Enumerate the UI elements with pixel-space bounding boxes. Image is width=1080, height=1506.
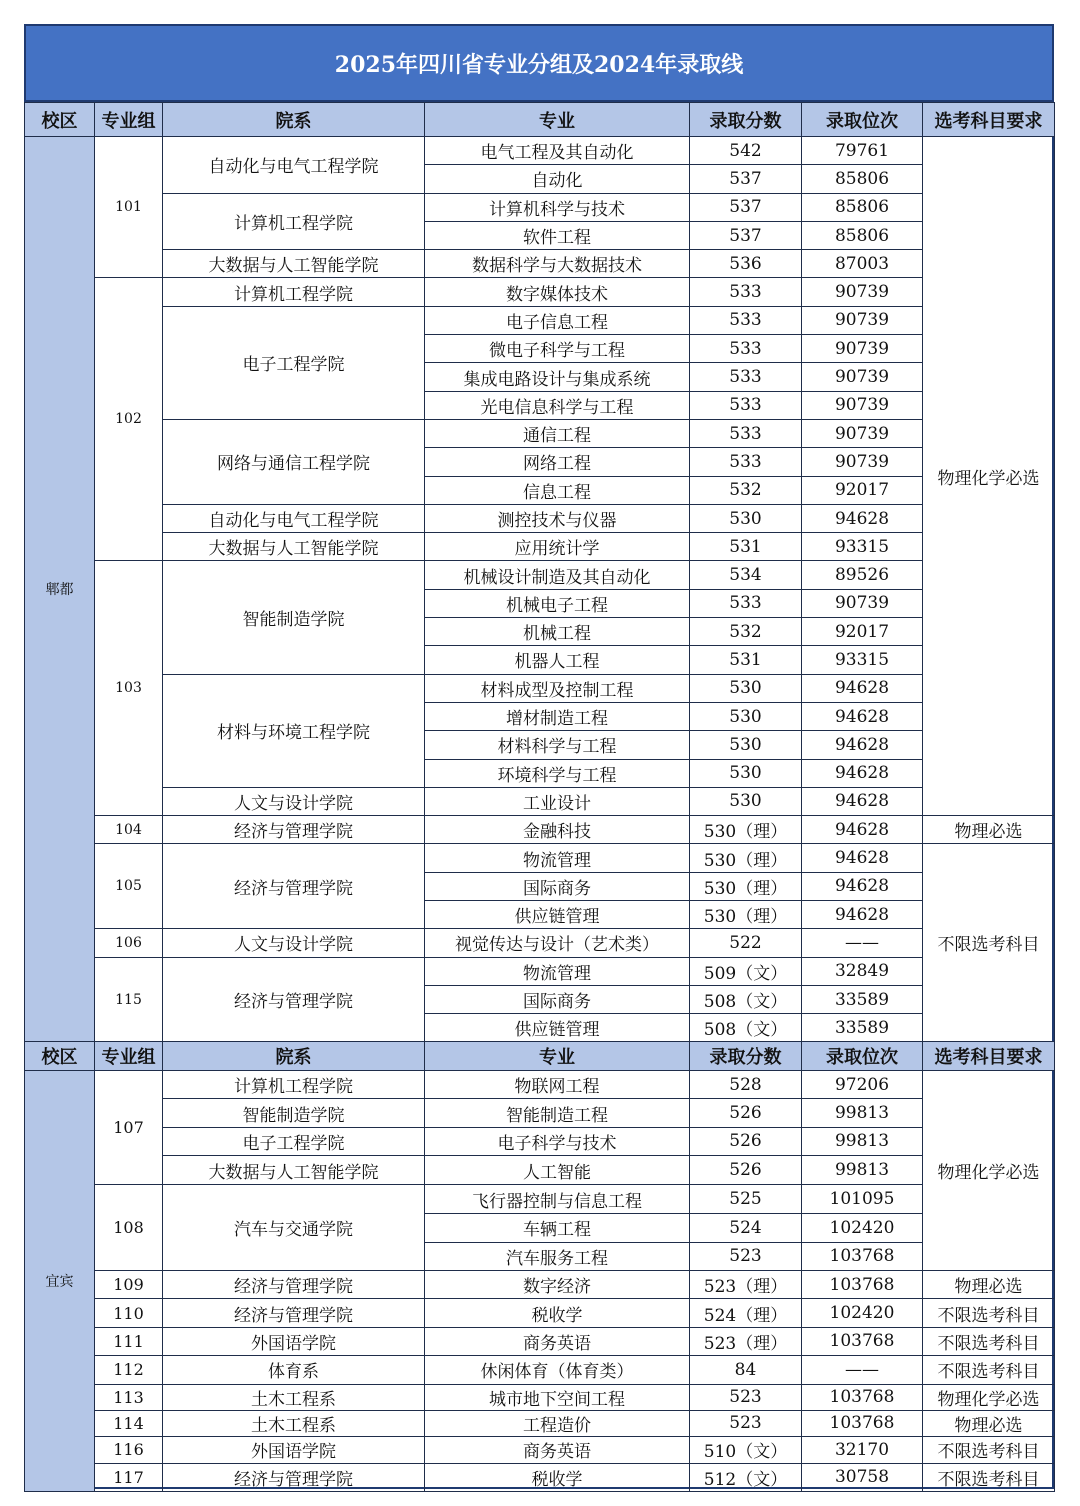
campus-cell: 郫都 bbox=[25, 137, 95, 1043]
score-cell: 532 bbox=[690, 618, 802, 646]
table-row bbox=[25, 419, 1055, 447]
table-row bbox=[25, 844, 1055, 872]
group-cell: 108 bbox=[95, 1185, 163, 1271]
college-cell: 外国语学院 bbox=[163, 1327, 425, 1355]
rank-cell: 90739 bbox=[802, 589, 923, 617]
rank-cell: 94628 bbox=[802, 731, 923, 759]
rank-cell: 102420 bbox=[802, 1214, 923, 1242]
requirement-cell: 物理化学必选 bbox=[923, 137, 1055, 816]
rank-cell: 103768 bbox=[802, 1327, 923, 1355]
group-cell: 109 bbox=[95, 1270, 163, 1298]
major-cell: 自动化 bbox=[425, 165, 690, 193]
rank-cell: 99813 bbox=[802, 1156, 923, 1185]
table-row bbox=[25, 1185, 1055, 1214]
major-cell: 电子信息工程 bbox=[425, 306, 690, 334]
rank-cell: 30758 bbox=[802, 1463, 923, 1491]
group-cell: 114 bbox=[95, 1410, 163, 1436]
major-cell: 软件工程 bbox=[425, 221, 690, 249]
rank-cell: 93315 bbox=[802, 533, 923, 561]
group-cell: 113 bbox=[95, 1384, 163, 1410]
major-cell: 微电子科学与工程 bbox=[425, 335, 690, 363]
rank-cell: 103768 bbox=[802, 1242, 923, 1270]
group-cell: 104 bbox=[95, 816, 163, 844]
major-cell: 物联网工程 bbox=[425, 1071, 690, 1099]
college-cell: 人文与设计学院 bbox=[163, 929, 425, 957]
score-cell: 510（文） bbox=[690, 1436, 802, 1463]
rank-cell: 90739 bbox=[802, 278, 923, 306]
college-cell: 计算机工程学院 bbox=[163, 1071, 425, 1099]
table-row bbox=[25, 929, 1055, 957]
score-cell: 530 bbox=[690, 731, 802, 759]
table-row bbox=[25, 278, 1055, 306]
major-cell: 商务英语 bbox=[425, 1436, 690, 1463]
rank-cell: 94628 bbox=[802, 816, 923, 844]
table-row bbox=[25, 1327, 1055, 1355]
header-rank: 录取位次 bbox=[802, 1042, 923, 1071]
table-row bbox=[25, 533, 1055, 561]
major-cell: 税收学 bbox=[425, 1463, 690, 1491]
college-cell: 土木工程系 bbox=[163, 1384, 425, 1410]
table-row bbox=[25, 250, 1055, 278]
major-cell: 网络工程 bbox=[425, 448, 690, 476]
table-row bbox=[25, 1127, 1055, 1155]
rank-cell: 94628 bbox=[802, 901, 923, 929]
score-cell: 530 bbox=[690, 674, 802, 702]
requirement-cell: 不限选考科目 bbox=[923, 1299, 1055, 1327]
table-row bbox=[25, 193, 1055, 221]
major-cell: 通信工程 bbox=[425, 419, 690, 447]
major-cell: 国际商务 bbox=[425, 985, 690, 1013]
rank-cell: 94628 bbox=[802, 702, 923, 730]
header-score: 录取分数 bbox=[690, 1042, 802, 1071]
table-row bbox=[25, 1384, 1055, 1410]
major-cell: 信息工程 bbox=[425, 476, 690, 504]
table-row bbox=[25, 1099, 1055, 1127]
major-cell: 视觉传达与设计（艺术类） bbox=[425, 929, 690, 957]
college-cell: 经济与管理学院 bbox=[163, 1463, 425, 1491]
table-row bbox=[25, 1071, 1055, 1099]
college-cell: 土木工程系 bbox=[163, 1410, 425, 1436]
college-cell: 经济与管理学院 bbox=[163, 1299, 425, 1327]
major-cell: 物流管理 bbox=[425, 957, 690, 985]
major-cell: 供应链管理 bbox=[425, 1014, 690, 1042]
group-cell: 111 bbox=[95, 1327, 163, 1355]
rank-cell: 92017 bbox=[802, 476, 923, 504]
score-cell: 530 bbox=[690, 787, 802, 815]
table-row bbox=[25, 504, 1055, 532]
rank-cell: 97206 bbox=[802, 1071, 923, 1099]
score-cell: 530 bbox=[690, 759, 802, 787]
college-cell: 智能制造学院 bbox=[163, 1099, 425, 1127]
major-cell: 物流管理 bbox=[425, 844, 690, 872]
college-cell: 材料与环境工程学院 bbox=[163, 674, 425, 787]
college-cell: 计算机工程学院 bbox=[163, 193, 425, 250]
score-cell: 531 bbox=[690, 533, 802, 561]
score-cell: 533 bbox=[690, 278, 802, 306]
major-cell: 机械工程 bbox=[425, 618, 690, 646]
score-cell: 523（理） bbox=[690, 1327, 802, 1355]
major-cell: 飞行器控制与信息工程 bbox=[425, 1185, 690, 1214]
rank-cell: 101095 bbox=[802, 1185, 923, 1214]
rank-cell: 99813 bbox=[802, 1127, 923, 1155]
score-cell: 531 bbox=[690, 646, 802, 674]
score-cell: 84 bbox=[690, 1356, 802, 1384]
major-cell: 休闲体育（体育类） bbox=[425, 1356, 690, 1384]
requirement-cell: 不限选考科目 bbox=[923, 1463, 1055, 1491]
group-cell: 116 bbox=[95, 1436, 163, 1463]
score-cell: 530 bbox=[690, 702, 802, 730]
score-cell: 522 bbox=[690, 929, 802, 957]
major-cell: 光电信息科学与工程 bbox=[425, 391, 690, 419]
score-cell: 537 bbox=[690, 193, 802, 221]
score-cell: 533 bbox=[690, 335, 802, 363]
requirement-cell: 不限选考科目 bbox=[923, 844, 1055, 1042]
major-cell: 测控技术与仪器 bbox=[425, 504, 690, 532]
score-cell: 512（文） bbox=[690, 1463, 802, 1491]
table-row bbox=[25, 1463, 1055, 1491]
score-cell: 537 bbox=[690, 221, 802, 249]
table-row bbox=[25, 306, 1055, 334]
college-cell: 人文与设计学院 bbox=[163, 787, 425, 815]
score-cell: 537 bbox=[690, 165, 802, 193]
rank-cell: 103768 bbox=[802, 1384, 923, 1410]
table-row bbox=[25, 1270, 1055, 1298]
major-cell: 数据科学与大数据技术 bbox=[425, 250, 690, 278]
major-cell: 集成电路设计与集成系统 bbox=[425, 363, 690, 391]
college-cell: 经济与管理学院 bbox=[163, 816, 425, 844]
table-row bbox=[25, 1156, 1055, 1185]
college-cell: 大数据与人工智能学院 bbox=[163, 250, 425, 278]
rank-cell: 32170 bbox=[802, 1436, 923, 1463]
college-cell: 大数据与人工智能学院 bbox=[163, 533, 425, 561]
header-row bbox=[25, 1042, 1055, 1071]
college-cell: 经济与管理学院 bbox=[163, 957, 425, 1042]
score-cell: 526 bbox=[690, 1127, 802, 1155]
score-cell: 533 bbox=[690, 306, 802, 334]
requirement-cell: 物理化学必选 bbox=[923, 1071, 1055, 1271]
table-row bbox=[25, 1356, 1055, 1384]
major-cell: 金融科技 bbox=[425, 816, 690, 844]
rank-cell: 93315 bbox=[802, 646, 923, 674]
major-cell: 数字经济 bbox=[425, 1270, 690, 1298]
college-cell: 自动化与电气工程学院 bbox=[163, 137, 425, 194]
rank-cell: 85806 bbox=[802, 193, 923, 221]
rank-cell: 33589 bbox=[802, 1014, 923, 1042]
score-cell: 525 bbox=[690, 1185, 802, 1214]
page-title: 2025年四川省专业分组及2024年录取线 bbox=[24, 24, 1054, 102]
rank-cell: 90739 bbox=[802, 391, 923, 419]
major-cell: 商务英语 bbox=[425, 1327, 690, 1355]
table-row bbox=[25, 957, 1055, 985]
score-cell: 530（理） bbox=[690, 872, 802, 900]
rank-cell: 33589 bbox=[802, 985, 923, 1013]
table-row bbox=[25, 1299, 1055, 1327]
score-cell: 530（理） bbox=[690, 901, 802, 929]
major-cell: 税收学 bbox=[425, 1299, 690, 1327]
score-cell: 524（理） bbox=[690, 1299, 802, 1327]
rank-cell: 103768 bbox=[802, 1410, 923, 1436]
college-cell: 电子工程学院 bbox=[163, 306, 425, 419]
header-requirement: 选考科目要求 bbox=[923, 1042, 1055, 1071]
group-cell: 115 bbox=[95, 957, 163, 1042]
rank-cell: 89526 bbox=[802, 561, 923, 589]
major-cell: 环境科学与工程 bbox=[425, 759, 690, 787]
major-cell: 汽车服务工程 bbox=[425, 1242, 690, 1270]
requirement-cell: 不限选考科目 bbox=[923, 1436, 1055, 1463]
header-rank: 录取位次 bbox=[802, 103, 923, 137]
score-cell: 526 bbox=[690, 1099, 802, 1127]
score-cell: 523 bbox=[690, 1384, 802, 1410]
rank-cell: 32849 bbox=[802, 957, 923, 985]
score-cell: 508（文） bbox=[690, 1014, 802, 1042]
score-cell: 533 bbox=[690, 448, 802, 476]
header-major: 专业 bbox=[425, 1042, 690, 1071]
header-college: 院系 bbox=[163, 103, 425, 137]
college-cell: 网络与通信工程学院 bbox=[163, 419, 425, 504]
group-cell: 105 bbox=[95, 844, 163, 929]
college-cell: 智能制造学院 bbox=[163, 561, 425, 674]
requirement-cell: 不限选考科目 bbox=[923, 1327, 1055, 1355]
requirement-cell: 物理必选 bbox=[923, 816, 1055, 844]
major-cell: 工程造价 bbox=[425, 1410, 690, 1436]
table-row bbox=[25, 137, 1055, 165]
table-row bbox=[25, 674, 1055, 702]
rank-cell: 94628 bbox=[802, 674, 923, 702]
major-cell: 人工智能 bbox=[425, 1156, 690, 1185]
rank-cell: —— bbox=[802, 929, 923, 957]
major-cell: 应用统计学 bbox=[425, 533, 690, 561]
rank-cell: 94628 bbox=[802, 844, 923, 872]
rank-cell: —— bbox=[802, 1356, 923, 1384]
score-cell: 523 bbox=[690, 1410, 802, 1436]
campus-cell: 宜宾 bbox=[25, 1071, 95, 1492]
group-cell: 107 bbox=[95, 1071, 163, 1185]
college-cell: 电子工程学院 bbox=[163, 1127, 425, 1155]
rank-cell: 79761 bbox=[802, 137, 923, 165]
requirement-cell: 物理必选 bbox=[923, 1410, 1055, 1436]
table-row bbox=[25, 787, 1055, 815]
major-cell: 城市地下空间工程 bbox=[425, 1384, 690, 1410]
score-cell: 523 bbox=[690, 1242, 802, 1270]
rank-cell: 90739 bbox=[802, 419, 923, 447]
header-group: 专业组 bbox=[95, 103, 163, 137]
college-cell: 大数据与人工智能学院 bbox=[163, 1156, 425, 1185]
group-cell: 112 bbox=[95, 1356, 163, 1384]
group-cell: 117 bbox=[95, 1463, 163, 1491]
score-cell: 533 bbox=[690, 391, 802, 419]
score-cell: 523（理） bbox=[690, 1270, 802, 1298]
major-cell: 车辆工程 bbox=[425, 1214, 690, 1242]
rank-cell: 103768 bbox=[802, 1270, 923, 1298]
header-score: 录取分数 bbox=[690, 103, 802, 137]
major-cell: 供应链管理 bbox=[425, 901, 690, 929]
header-college: 院系 bbox=[163, 1042, 425, 1071]
header-campus: 校区 bbox=[25, 103, 95, 137]
college-cell: 计算机工程学院 bbox=[163, 278, 425, 306]
score-cell: 530（理） bbox=[690, 816, 802, 844]
score-cell: 536 bbox=[690, 250, 802, 278]
score-cell: 533 bbox=[690, 363, 802, 391]
rank-cell: 90739 bbox=[802, 363, 923, 391]
requirement-cell: 物理化学必选 bbox=[923, 1384, 1055, 1410]
score-cell: 524 bbox=[690, 1214, 802, 1242]
rank-cell: 90739 bbox=[802, 306, 923, 334]
table-row bbox=[25, 561, 1055, 589]
score-cell: 534 bbox=[690, 561, 802, 589]
major-cell: 增材制造工程 bbox=[425, 702, 690, 730]
major-cell: 机械电子工程 bbox=[425, 589, 690, 617]
rank-cell: 94628 bbox=[802, 872, 923, 900]
rank-cell: 99813 bbox=[802, 1099, 923, 1127]
college-cell: 经济与管理学院 bbox=[163, 1270, 425, 1298]
major-cell: 数字媒体技术 bbox=[425, 278, 690, 306]
score-cell: 532 bbox=[690, 476, 802, 504]
rank-cell: 85806 bbox=[802, 165, 923, 193]
table-row bbox=[25, 1436, 1055, 1463]
college-cell: 经济与管理学院 bbox=[163, 844, 425, 929]
major-cell: 计算机科学与技术 bbox=[425, 193, 690, 221]
score-cell: 533 bbox=[690, 419, 802, 447]
score-cell: 530 bbox=[690, 504, 802, 532]
header-group: 专业组 bbox=[95, 1042, 163, 1071]
rank-cell: 102420 bbox=[802, 1299, 923, 1327]
rank-cell: 94628 bbox=[802, 787, 923, 815]
group-cell: 106 bbox=[95, 929, 163, 957]
header-campus: 校区 bbox=[25, 1042, 95, 1071]
score-cell: 533 bbox=[690, 589, 802, 617]
college-cell: 汽车与交通学院 bbox=[163, 1185, 425, 1271]
header-major: 专业 bbox=[425, 103, 690, 137]
rank-cell: 90739 bbox=[802, 448, 923, 476]
requirement-cell: 不限选考科目 bbox=[923, 1356, 1055, 1384]
header-requirement: 选考科目要求 bbox=[923, 103, 1055, 137]
major-cell: 材料成型及控制工程 bbox=[425, 674, 690, 702]
score-cell: 509（文） bbox=[690, 957, 802, 985]
group-cell: 110 bbox=[95, 1299, 163, 1327]
rank-cell: 85806 bbox=[802, 221, 923, 249]
header-row bbox=[25, 103, 1055, 137]
college-cell: 自动化与电气工程学院 bbox=[163, 504, 425, 532]
major-cell: 机械设计制造及其自动化 bbox=[425, 561, 690, 589]
score-cell: 508（文） bbox=[690, 985, 802, 1013]
college-cell: 体育系 bbox=[163, 1356, 425, 1384]
requirement-cell: 物理必选 bbox=[923, 1270, 1055, 1298]
rank-cell: 92017 bbox=[802, 618, 923, 646]
admission-table-yibin bbox=[24, 1041, 1055, 1492]
score-cell: 526 bbox=[690, 1156, 802, 1185]
rank-cell: 87003 bbox=[802, 250, 923, 278]
table-row bbox=[25, 1410, 1055, 1436]
major-cell: 电子科学与技术 bbox=[425, 1127, 690, 1155]
college-cell: 外国语学院 bbox=[163, 1436, 425, 1463]
score-cell: 528 bbox=[690, 1071, 802, 1099]
group-cell: 103 bbox=[95, 561, 163, 816]
rank-cell: 90739 bbox=[802, 335, 923, 363]
major-cell: 材料科学与工程 bbox=[425, 731, 690, 759]
group-cell: 101 bbox=[95, 137, 163, 278]
major-cell: 智能制造工程 bbox=[425, 1099, 690, 1127]
major-cell: 机器人工程 bbox=[425, 646, 690, 674]
major-cell: 电气工程及其自动化 bbox=[425, 137, 690, 165]
major-cell: 国际商务 bbox=[425, 872, 690, 900]
rank-cell: 94628 bbox=[802, 504, 923, 532]
group-cell: 102 bbox=[95, 278, 163, 561]
admission-table-pidu bbox=[24, 102, 1055, 1043]
rank-cell: 94628 bbox=[802, 759, 923, 787]
score-cell: 542 bbox=[690, 137, 802, 165]
score-cell: 530（理） bbox=[690, 844, 802, 872]
major-cell: 工业设计 bbox=[425, 787, 690, 815]
table-row bbox=[25, 816, 1055, 844]
